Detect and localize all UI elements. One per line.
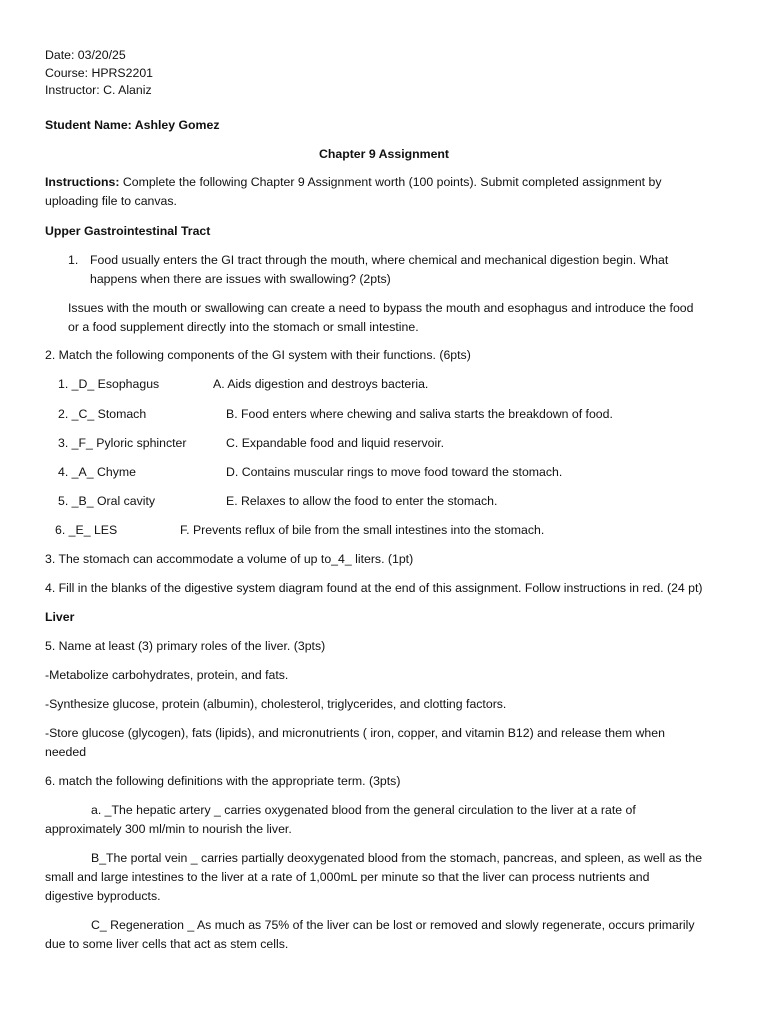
student-name: Student Name: Ashley Gomez — [45, 118, 220, 132]
q2-item-2-def: B. Food enters where chewing and saliva starts the breakdown of food. — [226, 407, 613, 421]
q1-answer-line-1: Issues with the mouth or swallowing can create a need to bypass the mouth and esophagus and introduce the food — [68, 301, 694, 315]
instructions-line-1 — [45, 173, 662, 192]
page-title: Chapter 9 Assignment — [318, 147, 450, 161]
q5-prompt: 5. Name at least (3) primary roles of the liver. (3pts) — [45, 639, 326, 653]
q4-text: 4. Fill in the blanks of the digestive system diagram found at the end of this assignment. Follow instructions in red. (24 pt) — [45, 581, 703, 595]
q5-answer-1: -Metabolize carbohydrates, protein, and fats. — [45, 668, 289, 682]
q2-item-3-term: 3. _F_ Pyloric sphincter — [58, 436, 187, 450]
section-heading-liver: Liver — [45, 610, 75, 624]
q6-prompt: 6. match the following definitions with the appropriate term. (3pts) — [45, 774, 401, 788]
q2-item-5-term: 5. _B_ Oral cavity — [58, 494, 156, 508]
q1-text-line-1: Food usually enters the GI tract through the mouth, where chemical and mechanical digestion begin. What — [90, 253, 669, 267]
q5-answer-2: -Synthesize glucose, protein (albumin), cholesterol, triglycerides, and clotting factors. — [45, 697, 507, 711]
course-line: Course: HPRS2201 — [45, 66, 153, 80]
q2-item-5-def: E. Relaxes to allow the food to enter the stomach. — [226, 494, 498, 508]
q5-answer-3-line-2: needed — [45, 745, 87, 759]
instructions-line-2: uploading file to canvas. — [45, 194, 177, 208]
q1-number: 1. — [68, 253, 79, 267]
q6-b-line-2: small and large intestines to the liver at a rate of 1,000mL per minute so that the liver can process nutrients and — [45, 870, 650, 884]
q2-item-6-term: 6. _E_ LES — [55, 523, 118, 537]
q6-a-line-2: approximately 300 ml/min to nourish the liver. — [45, 822, 292, 836]
q6-c-line-2: due to some liver cells that act as stem cells. — [45, 937, 289, 951]
q2-item-1-term: 1. _D_ Esophagus — [58, 377, 160, 391]
q3-text: 3. The stomach can accommodate a volume of up to_4_ liters. (1pt) — [45, 552, 414, 566]
q6-b-line-1: B_The portal vein _ carries partially deoxygenated blood from the stomach, pancreas, and spleen, as well as the — [91, 851, 703, 865]
q6-a-line-1: a. _The hepatic artery _ carries oxygenated blood from the general circulation to the liver at a rate of — [91, 803, 636, 817]
q1-text-line-2: happens when there are issues with swallowing? (2pts) — [90, 272, 391, 286]
instructions-text: Complete the following Chapter 9 Assignment worth (100 points). Submit completed assignment by — [119, 175, 662, 189]
date-line: Date: 03/20/25 — [45, 48, 126, 62]
q5-answer-3-line-1: -Store glucose (glycogen), fats (lipids), and micronutrients ( iron, copper, and vitamin B12) and release them when — [45, 726, 665, 740]
q2-item-3-def: C. Expandable food and liquid reservoir. — [226, 436, 445, 450]
q2-item-4-def: D. Contains muscular rings to move food toward the stomach. — [226, 465, 563, 479]
instructor-line: Instructor: C. Alaniz — [45, 83, 152, 97]
q6-b-line-3: digestive byproducts. — [45, 889, 161, 903]
q2-item-2-term: 2. _C_ Stomach — [58, 407, 147, 421]
q2-item-4-term: 4. _A_ Chyme — [58, 465, 136, 479]
instructions-label: Instructions: — [45, 175, 120, 189]
q6-c-line-1: C_ Regeneration _ As much as 75% of the liver can be lost or removed and slowly regenerate, occurs primarily — [91, 918, 695, 932]
q2-prompt: 2. Match the following components of the GI system with their functions. (6pts) — [45, 348, 471, 362]
q2-item-6-def: F. Prevents reflux of bile from the small intestines into the stomach. — [180, 523, 545, 537]
q1-answer-line-2: or a food supplement directly into the stomach or small intestine. — [68, 320, 419, 334]
section-heading-upper-gi: Upper Gastrointestinal Tract — [45, 224, 211, 238]
q2-item-1-def: A. Aids digestion and destroys bacteria. — [213, 377, 429, 391]
